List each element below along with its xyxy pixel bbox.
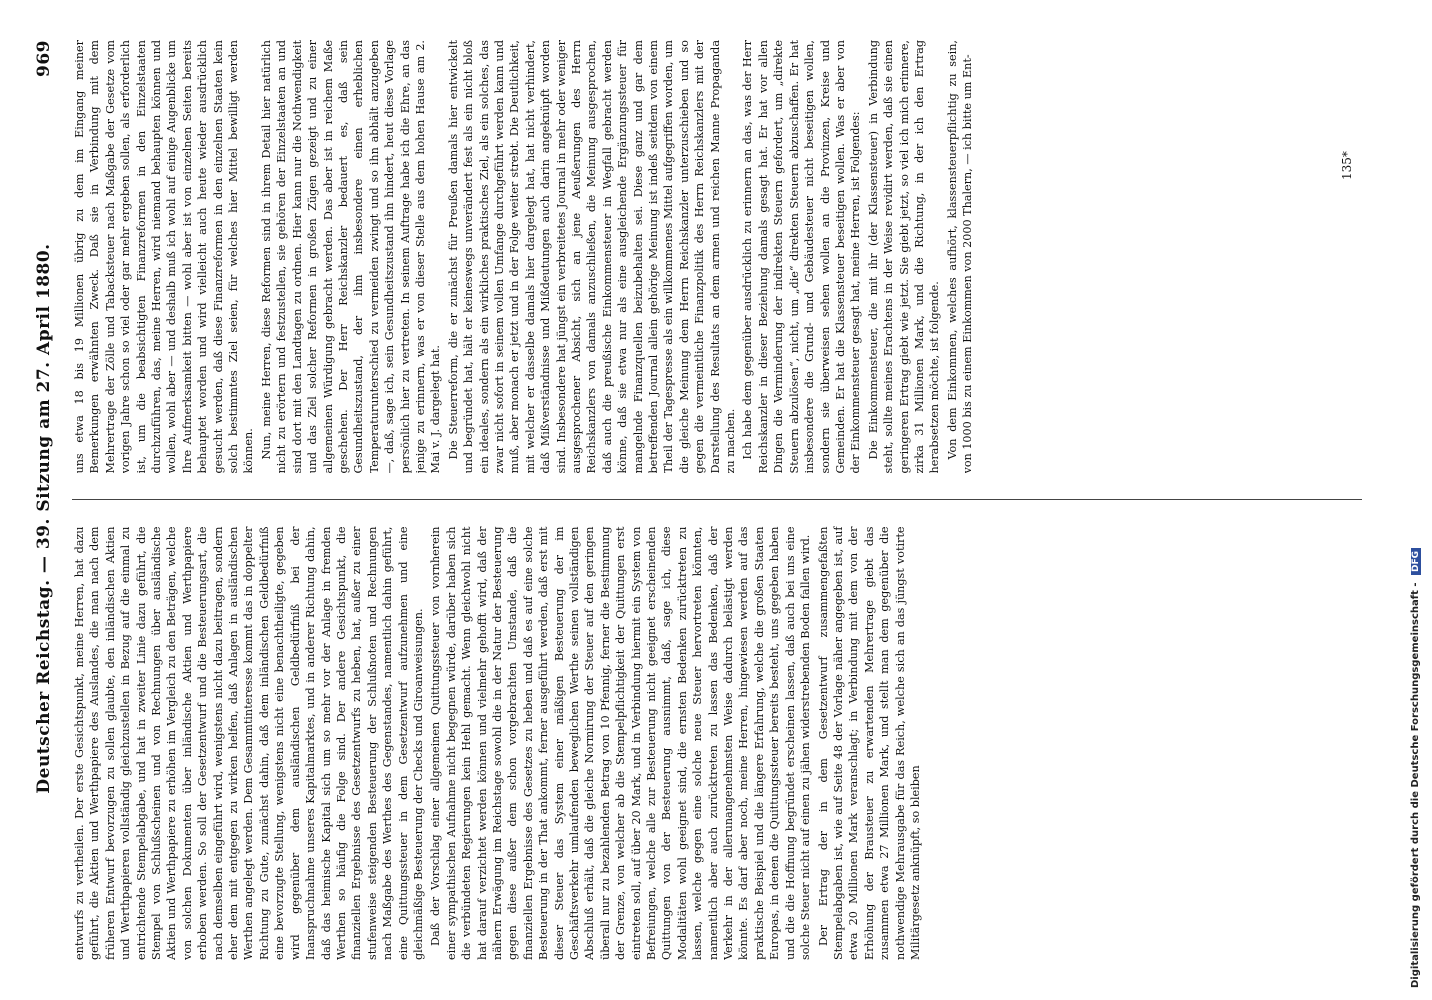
column-divider [72,500,1362,501]
paragraph: entwurfs zu vertheilen. Der erste Gesichtspunkt, meine Herren, hat dazu geführt, die Aktien und Werthpapiere des Auslandes, die man nach dem früheren Entwurf bevorzugen zu sollen glaubte, den inländischen Aktien und Werthpapieren vollständig gleichzustellen in Bezug auf die einmal zu entrichtende Stempelabgabe, und hat in zweiter Linie dazu geführt, die Stempel von Schlußscheinen und von Rechnungen über ausländische Aktien und Werthpapiere zu erhöhen im Vergleich zu den Beträgen, welche von solchen Dokumenten über inländische Aktien und Werthpapiere erhoben werden. So soll der Gesetzentwurf und die Besteuerungsart, die nach demselben eingeführt wird, wenigstens nicht dazu beitragen, sondern eher dem mit entgegen zu wirken helfen, daß Anlagen in ausländischen Werthen angelegt werden. Dem Gesammtinteresse kommt das in doppelter Richtung zu Gute, zunächst dahin, daß dem inländischen Geldbedürfniß eine bevorzugte Stellung, wenigstens nicht eine benachtheiligte, gegeben wird gegenüber dem ausländischen Geldbedürfniß bei der Inanspruchnahme unseres Kapitalmarktes, und in anderer Richtung dahin, daß das heimische Kapital sich um so mehr vor der Anlage in fremden Werthen so häufig die Folge sind. Der andere Gesichtspunkt, die finanziellen Ergebnisse des Gesetzentwurfs zu heben, hat, außer zu einer stufenweise steigenden Besteuerung der Schlußnoten und Rechnungen nach Maßgabe des Werthes des Gegenstandes, namentlich dahin geführt, eine Quittungssteuer in dem Gesetzentwurf aufzunehmen und eine gleichmäßige Besteuerung der Checks und Giroanweisungen. [73,526,425,960]
paragraph: Nun, meine Herren, diese Reformen sind in ihrem Detail hier natürlich nicht zu erörtern und festzustellen, sie gehören der Einzelstaaten an und sind dort mit den Landtagen zu ordnen. Hier kann nur die Nothwendigkeit und das Ziel solcher Reformen in großen Zügen gezeigt und zu einer allgemeinen Würdigung gebracht werden. Das aber ist in reichem Maße geschehen. Der Herr Reichskanzler bedauert es, daß sein Gesundheitszustand, der ihm insbesondere einen erheblichen Temperaturunterschied zu vermeiden zwingt und so ihn abhält anzugeben —, daß, sage ich, sein Gesundheitszustand ihn hindert, heut diese Vorlage persönlich hier zu vertreten. In seinem Auftrage habe ich die Ehre, an das jenige zu erinnern, was er von dieser Stelle aus dem hohen Hause am 2. Mai v. J. dargelegt hat. [259,40,443,474]
dfg-logo: DFG [1411,548,1421,575]
sheet-signature: 135* [1340,151,1354,180]
paragraph: Daß der Vorschlag einer allgemeinen Quittungssteuer von vornherein einer sympathischen Aufnahme nicht begegnen würde, darüber haben sich die verbündeten Regierungen kein Hehl gemacht. Wenn gleichwohl nicht hat darauf verzichtet werden können und vielmehr gehofft wird, daß der nähern Erwägung im Reichstage sowohl die in der Natur der Besteuerung gegen diese außer dem schon vorgebrachten Umstande, daß die finanziellen Ergebnisse des Gesetzes zu heben und daß es auf eine solche Besteuerung in der That ankommt, ferner ausgeführt werden, daß erst mit dieser Steuer das System einer mäßigen Besteuerung der im Geschäftsverkehr umlaufenden beweglichen Werthe seinen vollständigen Abschluß erhält, daß die gleiche Normirung der Steuer auf den geringen überall nur zu bezahlenden Betrag von 10 Pfennig, ferner die Bestimmung der Grenze, von welcher ab die Stempelpflichtigkeit der Quittungen erst eintreten soll, auf über 20 Mark, und in Verbindung hiermit ein System von Befreiungen, welche alle zur Besteuerung nicht geeignet erscheinenden Quittungen von der Besteuerung ausnimmt, daß, sage ich, diese Modalitäten wohl geeignet sind, die ernsten Bedenken zurücktreten zu lassen, welche gegen eine solche neue Steuer hervortreten könnten, namentlich aber auch zurücktreten zu lassen das Bedenken, daß der Verkehr in der allerunangenehmsten Weise dadurch belästigt werden könnte. Es darf aber noch, meine Herren, hingewiesen werden auf das praktische Beispiel und die längere Erfahrung, welche die großen Staaten Europas, in denen die Quittungssteuer bereits besteht, uns gegeben haben und die die Hoffnung begründet erscheinen lassen, daß auch bei uns eine solche Steuer nicht auf einen zu jähen widerstrebenden Boden fallen wird. [429,526,813,960]
digitization-credit [1410,8,1430,988]
paragraph: uns etwa 18 bis 19 Millionen übrig zu dem im Eingang meiner Bemerkungen erwähnten Zweck. Daß sie in Verbindung mit dem Mehrertrage der Zölle und Tabacksteuer nach Maßgabe der Gesetze vom vorigen Jahre schon so viel oder gar mehr ergeben sollen, als erforderlich ist, um die beabsichtigten Finanzreformen in den Einzelstaaten durchzuführen, das, meine Herren, wird niemand behaupten können und wollen, wohl aber — und deshalb muß ich wohl auf einige Augenblicke um Ihre Aufmerksamkeit bitten — wohl aber ist von einzelnen Seiten bereits behauptet worden und wird vielleicht auch heute wieder ausdrücklich gesucht werden, daß diese Finanzreformen in den einzelnen Staaten kein solch bestimmtes Ziel seien, für welches hier Mittel bewilligt werden können. [73,40,256,474]
credit-text: Digitalisierung gefördert durch die Deutsche Forschungsgemeinschaft - [1410,582,1421,988]
text-columns [72,40,1362,960]
paragraph: Ich habe dem gegenüber ausdrücklich zu erinnern an das, was der Herr Reichskanzler in dieser Beziehung damals gesagt hat. Er hat vor allen Dingen die Verminderung der indirekten Steuern gefordert, um „direkte Steuern abzulösen“, nicht, um „die“ direkten Steuern abzuschaffen. Er hat insbesondere die Grund- und Gebäudesteuer nicht beseitigen wollen, sondern sie überweisen sehen wollen an die Provinzen, Kreise und Gemeinden. Er hat die Klassensteuer beseitigen wollen. Was er aber von der Einkommensteuer gesagt hat, meine Herren, ist Folgendes: [741,40,863,474]
paragraph: Der Ertrag der in dem Gesetzentwurf zusammengefaßten Stempelabgaben ist, wie auf Seite 48 der Vorlage näher angegeben ist, auf etwa 20 Millionen Mark veranschlagt; in Verbindung mit dem von der Erhöhung der Brausteuer zu erwartenden Mehrertrage giebt das zusammen etwa 27 Millionen Mark, und stellt man dem gegenüber die nothwendige Mehrausgabe für das Reich, welche sich an das jüngst votirte Militärgesetz anknüpft, so bleiben [816,526,922,960]
right-column [72,40,1362,474]
running-title: Deutscher Reichstag. — 39. Sitzung am 27. April 1880. [34,243,54,794]
left-column [72,527,1362,961]
page-number: 969 [34,40,54,77]
paragraph: Die Einkommensteuer, die mit ihr (der Klassensteuer) in Verbindung steht, sollte meines Erachtens in der Weise revidirt werden, daß sie einen geringeren Ertrag giebt wie jetzt. Sie giebt jetzt, so viel ich mich erinnere, zirka 31 Millionen Mark, und die Richtung, in der ich den Ertrag herabsetzen möchte, ist folgende. [866,40,942,474]
paragraph: Von dem Einkommen, welches aufhört, klassensteuerpflichtig zu sein, von 1000 bis zu einem Einkommen von 2000 Thalern, — ich bitte um Ent- [945,40,975,474]
page-header [24,40,64,960]
paragraph: Die Steuerreform, die er zunächst für Preußen damals hier entwickelt und begründet hat, hält er keineswegs unverändert fest als ein nicht bloß ein ideales, sondern als ein wirkliches praktisches Ziel, als ein solches, das zwar nicht sofort in seinem vollen Umfange durchgeführt werden kann und muß, aber monach er jetzt und in der Folge weiter strebt. Die Deutlichkeit, mit welcher er dasselbe damals hier dargelegt hat, hat nicht verhindert, daß Mißverständnisse und Mißdeutungen auch darin angeknüpft worden sind. Insbesondere hat jüngst ein verbreitetes Journal in mehr oder weniger ausgesprochener Absicht, sich an jene Aeußerungen des Herrn Reichskanzlers von damals anzuschließen, die Meinung ausgesprochen, daß auch die preußische Einkommensteuer in Wegfall gebracht werden könne, daß sie etwa nur als eine ausgleichende Ergänzungssteuer für mangelnde Finanzquellen beizubehalten sei. Diese ganz und gar dem betreffenden Journal allein gehörige Meinung ist indeß seitdem von einem Theil der Tagespresse als ein willkommenes Mittel aufgegriffen worden, um die gleiche Meinung dem Herrn Reichskanzler unterzuschieben und so gegen die vermeintliche Finanzpolitik des Herrn Reichskanzlers mit der Darstellung des Resultats an dem armen und reichen Manne Propaganda zu machen. [446,40,738,474]
